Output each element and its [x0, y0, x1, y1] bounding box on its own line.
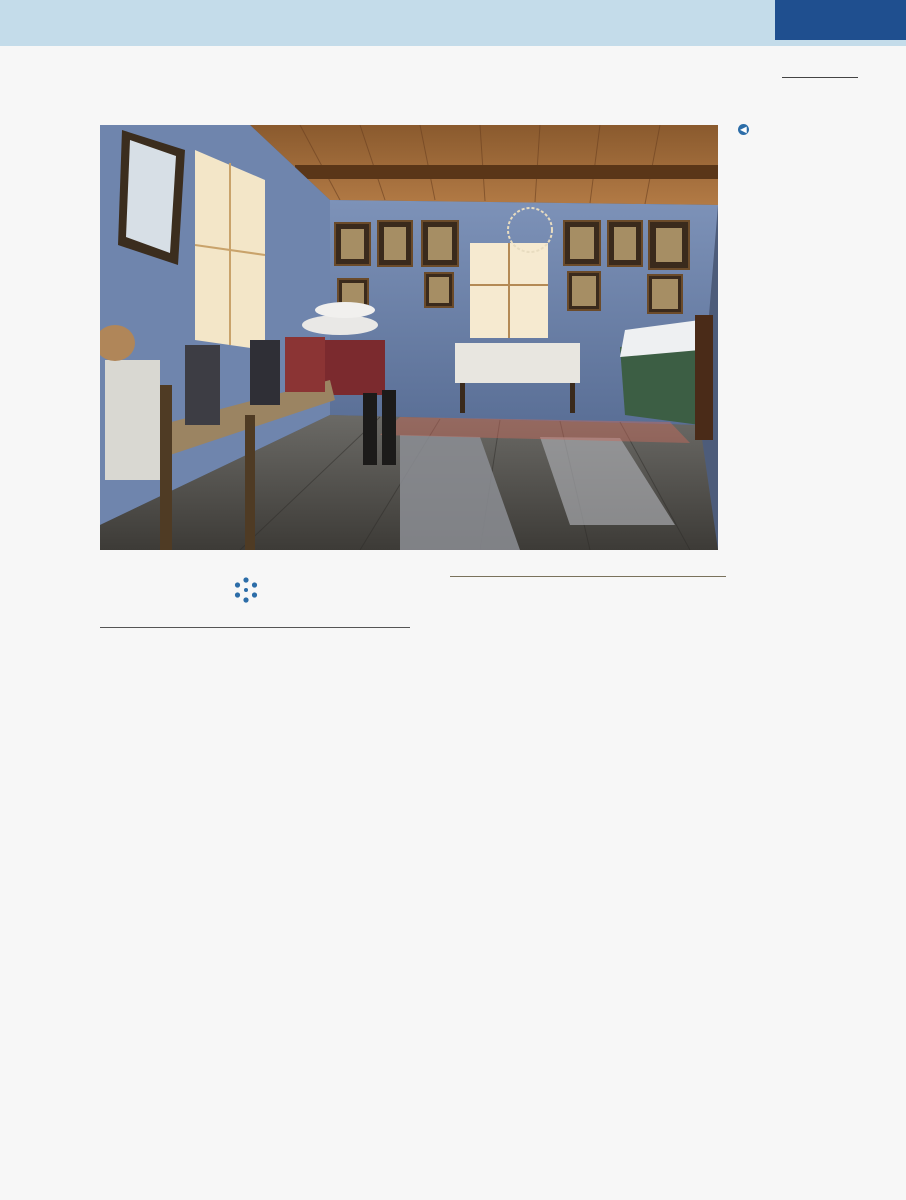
section-rule	[782, 77, 858, 78]
photo-caption	[738, 122, 888, 182]
snowflake-ornament-icon	[233, 577, 259, 603]
page-tab	[775, 0, 906, 46]
interior-room-photo	[100, 125, 718, 550]
note-rule	[450, 576, 726, 577]
heading-rule	[100, 627, 410, 628]
scalloped-header-band	[0, 0, 906, 46]
note-card	[422, 488, 742, 1200]
arrow-left-circle-icon: ◀	[738, 124, 749, 135]
